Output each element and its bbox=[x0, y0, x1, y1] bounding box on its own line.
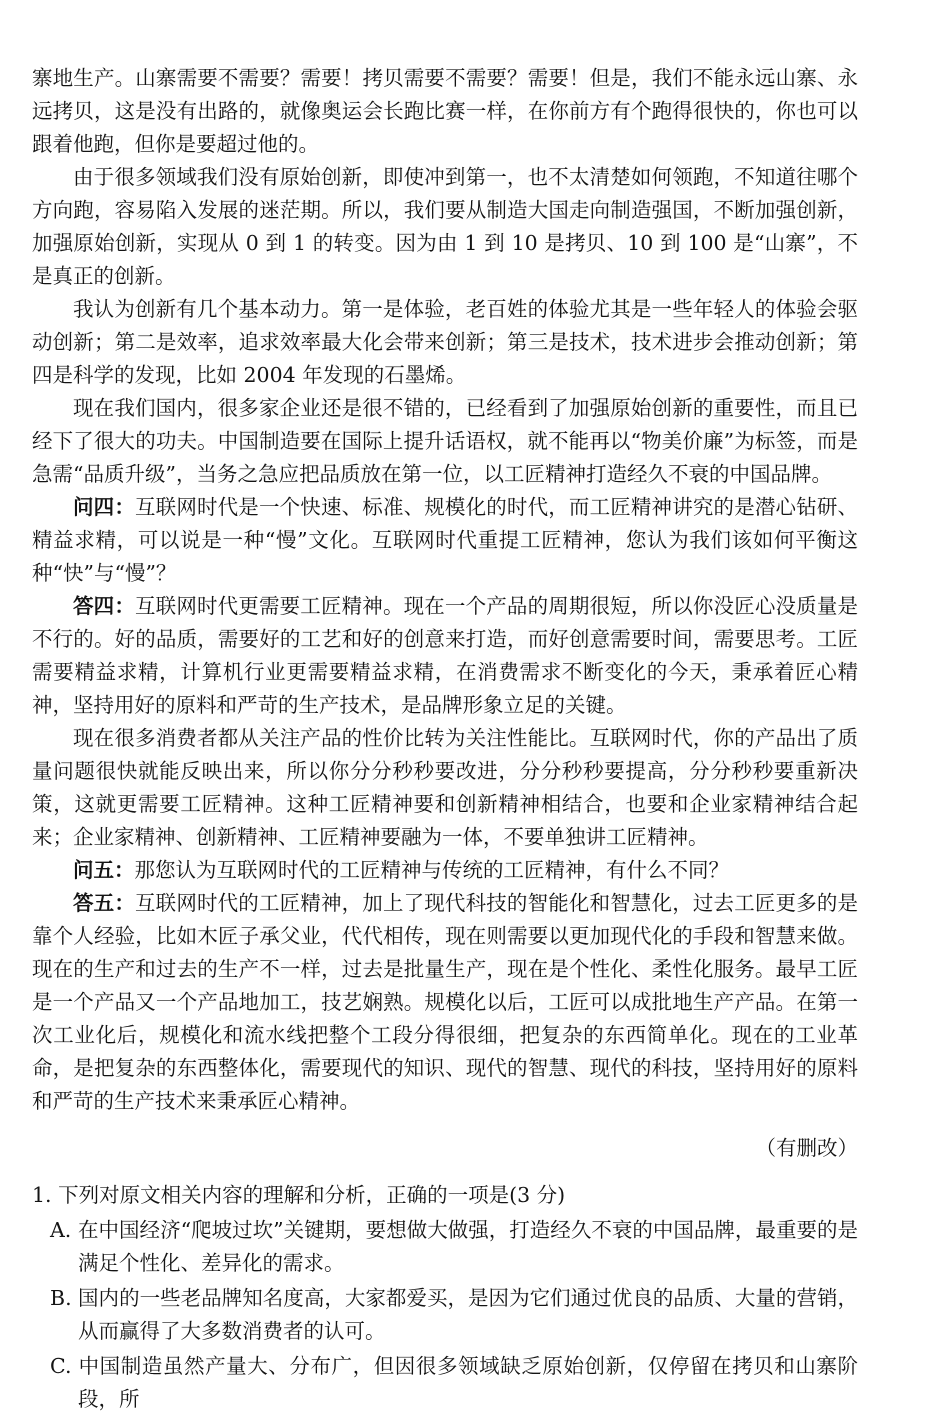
option-text: 中国制造虽然产量大、分布广，但因很多领域缺乏原始创新，仅停留在拷贝和山寨阶段，所 bbox=[78, 1354, 858, 1411]
answer-5-label: 答五： bbox=[73, 891, 135, 915]
article-paragraph-2: 由于很多领域我们没有原始创新，即使冲到第一，也不太清楚如何领跑，不知道往哪个方向跑，容易陷入发展的迷茫期。所以，我们要从制造大国走向制造强国，不断加强创新，加强原始创新，实现从 0 到 1 的转变。因为由 1 到 10 是拷贝、10 到 100 是“山寨”，不是真正的创新。 bbox=[32, 165, 858, 288]
question-5-text: 那您认为互联网时代的工匠精神与传统的工匠精神，有什么不同？ bbox=[134, 858, 729, 882]
question-1-stem: 1. 下列对原文相关内容的理解和分析，正确的一项是(3 分) bbox=[32, 1183, 566, 1207]
article-paragraph-1: 寨地生产。山寨需要不需要？需要！拷贝需要不需要？需要！但是，我们不能永远山寨、永远拷贝，这是没有出路的，就像奥运会长跑比赛一样，在你前方有个跑得很快的，你也可以跟着他跑，但你是要超过他的。 bbox=[32, 66, 858, 156]
interview-answer-4 bbox=[32, 590, 858, 722]
option-text: 国内的一些老品牌知名度高，大家都爱买，是因为它们通过优良的品质、大量的营销，从而赢得了大多数消费者的认可。 bbox=[78, 1286, 858, 1343]
interview-question-5 bbox=[32, 854, 858, 887]
option-text: 在中国经济“爬坡过坎”关键期，要想做大做强，打造经久不衰的中国品牌，最重要的是满足个性化、差异化的需求。 bbox=[78, 1218, 858, 1275]
question-4-label: 问四： bbox=[73, 495, 135, 519]
option-letter: B. bbox=[50, 1286, 72, 1310]
article-paragraph-3: 我认为创新有几个基本动力。第一是体验，老百姓的体验尤其是一些年轻人的体验会驱动创新；第二是效率，追求效率最大化会带来创新；第三是技术，技术进步会推动创新；第四是科学的发现，比如 2004 年发现的石墨烯。 bbox=[32, 297, 858, 387]
question-1-option-a bbox=[32, 1214, 858, 1280]
question-4-text: 互联网时代是一个快速、标准、规模化的时代，而工匠精神讲究的是潜心钻研、精益求精，可以说是一种“慢”文化。互联网时代重提工匠精神，您认为我们该如何平衡这种“快”与“慢”？ bbox=[32, 495, 859, 585]
interview-answer-5 bbox=[32, 887, 858, 1118]
answer-4-text: 互联网时代更需要工匠精神。现在一个产品的周期很短，所以你没匠心没质量是不行的。好的品质，需要好的工艺和好的创意来打造，而好创意需要时间，需要思考。工匠需要精益求精，计算机行业更需要精益求精，在消费需求不断变化的今天，秉承着匠心精神，坚持用好的原料和严苛的生产技术，是品牌形象立足的关键。 bbox=[32, 594, 859, 717]
answer-4-label: 答四： bbox=[73, 594, 135, 618]
question-1-option-c bbox=[32, 1350, 858, 1416]
article-paragraph-5: 现在很多消费者都从关注产品的性价比转为关注性能比。互联网时代，你的产品出了质量问题很快就能反映出来，所以你分分秒秒要改进，分分秒秒要提高，分分秒秒要重新决策，这就更需要工匠精神。这种工匠精神要和创新精神相结合，也要和企业家精神结合起来；企业家精神、创新精神、工匠精神要融为一体，不要单独讲工匠精神。 bbox=[32, 726, 858, 849]
article-paragraph-4: 现在我们国内，很多家企业还是很不错的，已经看到了加强原始创新的重要性，而且已经下了很大的功夫。中国制造要在国际上提升话语权，就不能再以“物美价廉”为标签，而是急需“品质升级”，当务之急应把品质放在第一位，以工匠精神打造经久不衰的中国品牌。 bbox=[32, 396, 858, 486]
question-1-option-b bbox=[32, 1282, 858, 1348]
question-5-label: 问五： bbox=[73, 858, 135, 882]
answer-5-text: 互联网时代的工匠精神，加上了现代科技的智能化和智慧化，过去工匠更多的是靠个人经验，比如木匠子承父业，代代相传，现在则需要以更加现代化的手段和智慧来做。现在的生产和过去的生产不一样，过去是批量生产，现在是个性化、柔性化服务。最早工匠是一个产品又一个产品地加工，技艺娴熟。规模化以后，工匠可以成批地生产产品。在第一次工业化后，规模化和流水线把整个工段分得很细，把复杂的东西简单化。现在的工业革命，是把复杂的东西整体化，需要现代的知识、现代的智慧、现代的科技，坚持用好的原料和严苛的生产技术来秉承匠心精神。 bbox=[32, 891, 859, 1113]
interview-question-4 bbox=[32, 491, 858, 590]
option-letter: A. bbox=[50, 1218, 72, 1242]
option-letter: C. bbox=[50, 1354, 72, 1378]
source-note: （有删改） bbox=[755, 1136, 858, 1160]
